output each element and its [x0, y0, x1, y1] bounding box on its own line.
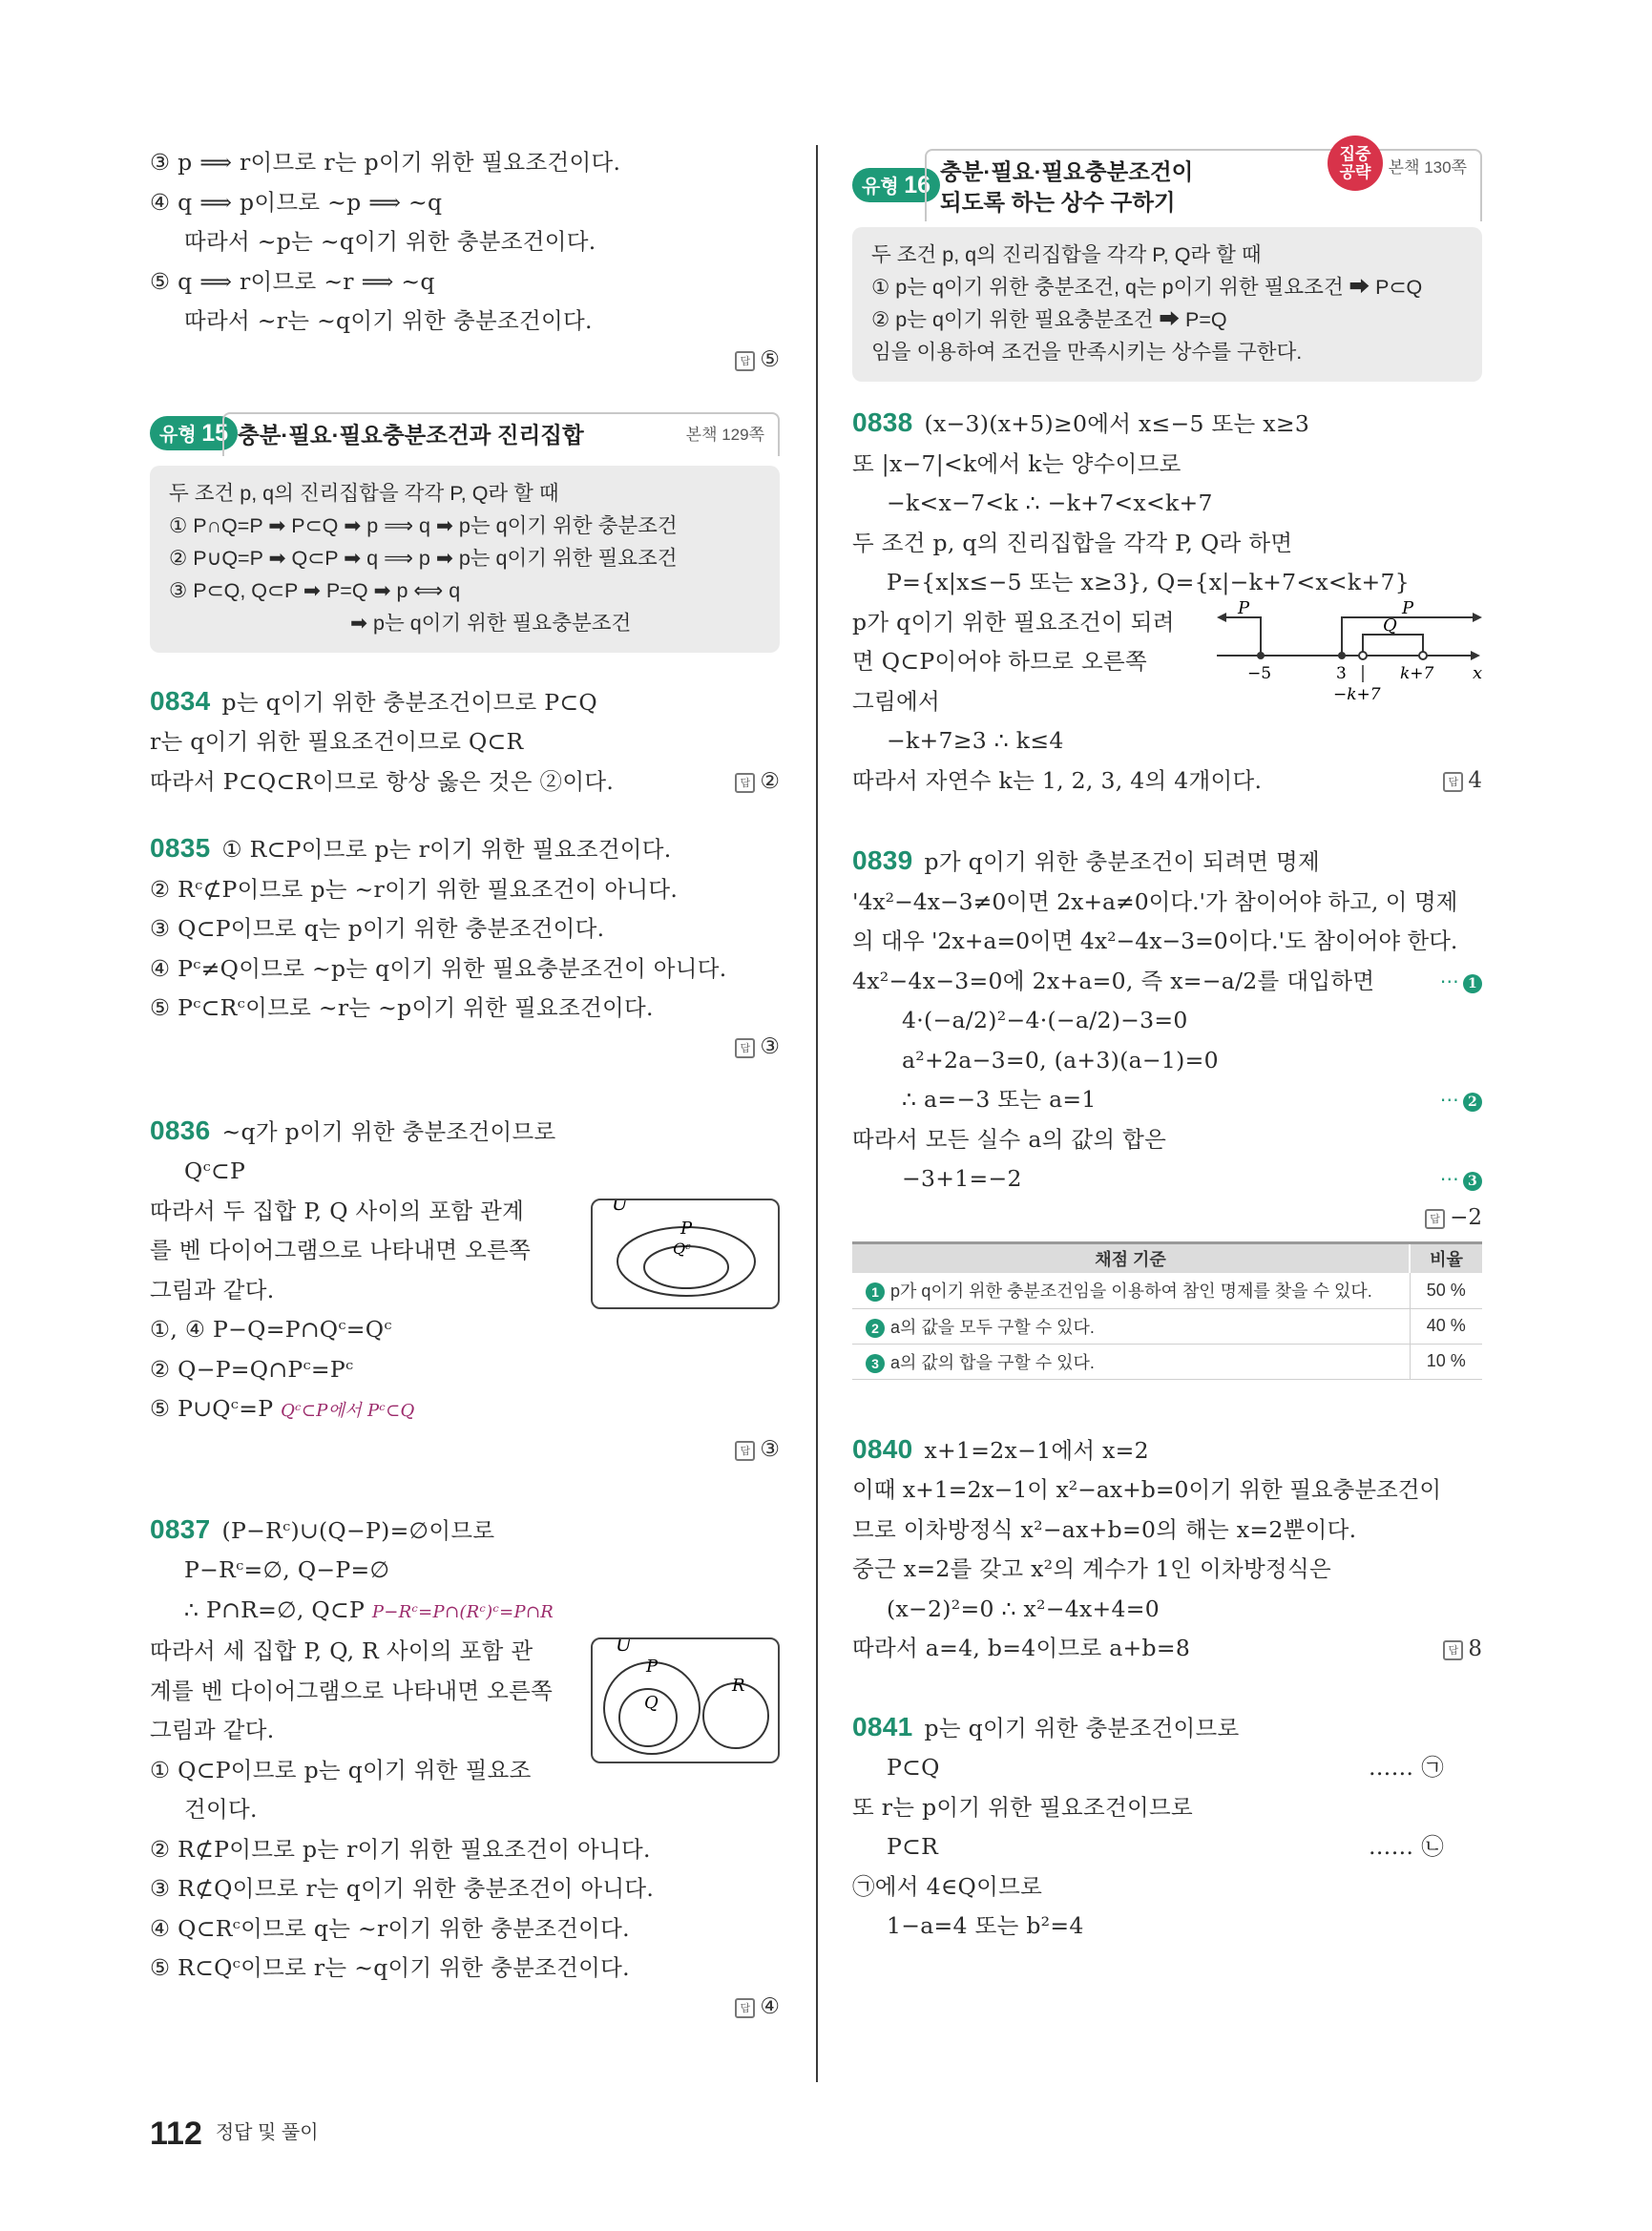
text-line: ③ p ⟹ r이므로 r는 p이기 위한 필요조건이다.: [150, 149, 621, 176]
type-15-header: [150, 412, 780, 460]
type-16-header: [852, 145, 1482, 221]
problem-0837: 0837 (P−Rᶜ)∪(Q−P)=∅이므로 P−Rᶜ=∅, Q−P=∅ ∴ P∩R=∅, Q⊂P P−Rᶜ=P∩(Rᶜ)ᶜ=P∩R 따라서 세 집합 P, Q, R 사이의 포함 관 계를 벤 다이어그램으로 나타내면 오른쪽 그림과 같다. ① Q⊂P이므로 p는 q이기 위한 필요조 건이다. ② R⊄P이므로 p는 r이기 위한 필요조건이 아니다. ③ R⊄Q이므로 r는 q이기 위한 충분조건이 아니다. ④ Q⊂Rᶜ이므로 q는 ~r이기 위한 충분조건이다. ⑤ R⊂Qᶜ이므로 r는 ~q이기 위한 충분조건이다. U P Q R: [150, 1510, 780, 1989]
problem-0840: 0840 x+1=2x−1에서 x=2 이때 x+1=2x−1이 x²−ax+b=0이기 위한 필요충분조건이 므로 이차방정식 x²−ax+b=0의 해는 x=2뿐이다. 중근 x=2를 갖고 x²의 계수가 1인 이차방정식은 (x−2)²=0 ∴ x²−4x+4=0 따라서 a=4, b=4이므로 a+b=8: [852, 1433, 1442, 1661]
type-15-title: 충분·필요·필요충분조건과 진리집합 본책 129쪽: [222, 412, 780, 456]
answer: 답 ⑤: [150, 342, 780, 378]
problem-0835: 0835 ① R⊂P이므로 p는 r이기 위한 필요조건이다.: [150, 833, 672, 863]
p-label-right: P: [1402, 598, 1414, 618]
table-header: 비율: [1410, 1242, 1482, 1273]
venn-label-qc: Qᶜ: [673, 1239, 691, 1258]
margin-note: P−Rᶜ=P∩(Rᶜ)ᶜ=P∩R: [371, 1601, 554, 1622]
margin-note: Qᶜ⊂P에서 Pᶜ⊂Q: [281, 1401, 415, 1421]
text-line: ④ q ⟹ p이므로 ~p ⟹ ~q: [150, 188, 443, 216]
venn-label-q: Q: [644, 1692, 659, 1713]
tick-label: −k+7: [1333, 685, 1381, 704]
problem-0839: 0839 p가 q이기 위한 충분조건이 되려면 명제 '4x²−4x−3≠0이면 2x+a≠0이다.'가 참이어야 하고, 이 명제 의 대우 '2x+a=0이면 4x²−4x−3=0이다.'도 참이어야 한다. ⋯ 1 4x²−4x−3=0에 2x+a=0, 즉 x=−a/2를 대입하면 4·(−a/2)²−4·(−a/2)−3=0 a²+2a−3=0, (a+3)(a−1)=0 ∴ a=−3 또는 a=1 ⋯ 2 따라서 모든 실수 a의 값의 합은 −3+1=−2 ⋯ 3: [852, 841, 1482, 1199]
venn-label-u: U: [616, 1638, 632, 1656]
text-line: ④ Pᶜ≠Q이므로 ~p는 q이기 위한 필요충분조건이 아니다.: [150, 954, 727, 982]
table-row: 3 a의 값의 합을 구할 수 있다. 10 %: [852, 1344, 1482, 1379]
focus-badge: 집중 공략: [1328, 136, 1383, 191]
left-column: [150, 143, 780, 2025]
venn-label-u: U: [612, 1199, 628, 1215]
scoring-table: [852, 1241, 1482, 1380]
closed-point: [1338, 652, 1346, 659]
axis-label-x: x: [1473, 663, 1483, 683]
table-row: 1 p가 q이기 위한 충분조건임을 이용하여 참인 명제를 찾을 수 있다. 50 %: [852, 1273, 1482, 1308]
tick-label: −5: [1247, 664, 1272, 683]
answer-icon: 답: [735, 351, 755, 371]
venn-diagram: [591, 1199, 780, 1309]
text-line: ⑤ q ⟹ r이므로 ~r ⟹ ~q: [150, 267, 435, 295]
venn-label-p: P: [680, 1218, 693, 1239]
table-row: 2 a의 값을 모두 구할 수 있다. 40 %: [852, 1308, 1482, 1344]
text-line: ② Rᶜ⊄P이므로 p는 ~r이기 위한 필요조건이 아니다.: [150, 875, 679, 903]
venn-diagram: [591, 1637, 780, 1763]
venn-label-p: P: [646, 1656, 659, 1677]
answer: 답 4: [852, 762, 1482, 799]
problem-0834: 0834 p는 q이기 위한 충분조건이므로 P⊂Q: [150, 685, 597, 716]
answer: 답 −2: [852, 1199, 1482, 1236]
axis-arrow: [1471, 651, 1480, 660]
venn-label-r: R: [732, 1675, 745, 1696]
type-16-pill: 유형 16: [852, 168, 940, 202]
number-line-diagram: [1215, 598, 1487, 713]
type-15-summary-box: 두 조건 p, q의 진리집합을 각각 P, Q라 할 때 ① P∩Q=P ➡ P⊂Q ➡ p ⟹ q ➡ p는 q이기 위한 충분조건 ② P∪Q=P ➡ Q⊂P ➡ q ⟹ p ➡ p는 q이기 위한 필요조건 ③ P⊂Q, Q⊂P ➡ P=Q ➡ p ⟺ q ➡ p는 q이기 위한 필요충분조건: [150, 466, 780, 653]
text-line: 따라서 ~r는 ~q이기 위한 충분조건이다.: [184, 307, 593, 334]
text-line: r는 q이기 위한 필요조건이므로 Q⊂R: [150, 728, 524, 755]
text-line: ⑤ Pᶜ⊂Rᶜ이므로 ~r는 ~p이기 위한 필요조건이다.: [150, 994, 654, 1021]
closed-point: [1257, 652, 1265, 659]
p-label-left: P: [1238, 598, 1250, 618]
text-line: ③ Q⊂P이므로 q는 p이기 위한 충분조건이다.: [150, 915, 605, 942]
problem-0838: 0838 (x−3)(x+5)≥0에서 x≤−5 또는 x≥3 또 |x−7|<k에서 k는 양수이므로 −k<x−7<k ∴ −k+7<x<k+7 두 조건 p, q의 진리집합을 각각 P, Q라 하면 P={x|x≤−5 또는 x≥3}, Q={x|−k+7<x<k+7} p가 q이기 위한 필요조건이 되려 면 Q⊂P이어야 하므로 오른쪽 그림에서 −k+7≥3 ∴ k≤4 따라서 자연수 k는 1, 2, 3, 4의 4개이다. x P P Q −5 3 k+7 −k+7: [852, 403, 1482, 801]
q-label: Q: [1383, 615, 1397, 636]
answer: 답 ④: [150, 1989, 780, 2025]
page-footer: [150, 2116, 319, 2153]
text-line: 따라서 P⊂Q⊂R이므로 항상 옳은 것은 ②이다.: [150, 767, 615, 795]
answer: 답 ②: [150, 763, 780, 800]
venn-svg: [593, 1200, 782, 1311]
p-left-arrow: [1217, 613, 1226, 622]
answer: 답 ③: [150, 1431, 780, 1468]
tick-label: 3: [1336, 664, 1347, 683]
tick-label: k+7: [1400, 664, 1434, 683]
open-point: [1419, 652, 1427, 659]
q-bracket: [1363, 635, 1423, 656]
type-15-pill: 유형 15: [150, 416, 238, 450]
problem-0841: 0841 p는 q이기 위한 충분조건이므로 P⊂Q …… ㉠ 또 r는 p이기 위한 필요조건이므로 P⊂R …… ㉡ ㉠에서 4∈Q이므로 1−a=4 또는 b²=4: [852, 1711, 1444, 1939]
footer-label: 정답 및 풀이: [215, 2122, 319, 2143]
p-left-bracket: [1224, 617, 1261, 656]
open-point: [1359, 652, 1367, 659]
p-right-arrow: [1473, 613, 1482, 622]
type-16-summary-box: 두 조건 p, q의 진리집합을 각각 P, Q라 할 때 ① p는 q이기 위한 충분조건, q는 p이기 위한 필요조건 ➡ P⊂Q ② p는 q이기 위한 필요충분조건 ➡ P=Q 임을 이용하여 조건을 만족시키는 상수를 구한다.: [852, 227, 1482, 382]
answer: 답 8: [852, 1631, 1482, 1667]
table-header: 채점 기준: [852, 1242, 1410, 1273]
venn-svg: [593, 1639, 782, 1765]
problem-0836: 0836 ~q가 p이기 위한 충분조건이므로 Qᶜ⊂P 따라서 두 집합 P, Q 사이의 포함 관계 를 벤 다이어그램으로 나타내면 오른쪽 그림과 같다. ①, ④ P−Q=P∩Qᶜ=Qᶜ ② Q−P=Q∩Pᶜ=Pᶜ ⑤ P∪Qᶜ=P Qᶜ⊂P에서 Pᶜ⊂Q U P Qᶜ: [150, 1111, 780, 1431]
page-number: 112: [150, 2116, 202, 2152]
page-reference: 본책 129쪽: [685, 425, 764, 444]
page-reference: 본책 130쪽: [1388, 158, 1467, 177]
type-16-title: 충분·필요·필요충분조건이 되도록 하는 상수 구하기 본책 130쪽: [925, 149, 1482, 221]
answer: 답 ③: [150, 1029, 780, 1065]
text-line: 따라서 ~p는 ~q이기 위한 충분조건이다.: [184, 228, 596, 255]
column-divider: [816, 145, 818, 2082]
right-column: [852, 143, 1482, 1947]
